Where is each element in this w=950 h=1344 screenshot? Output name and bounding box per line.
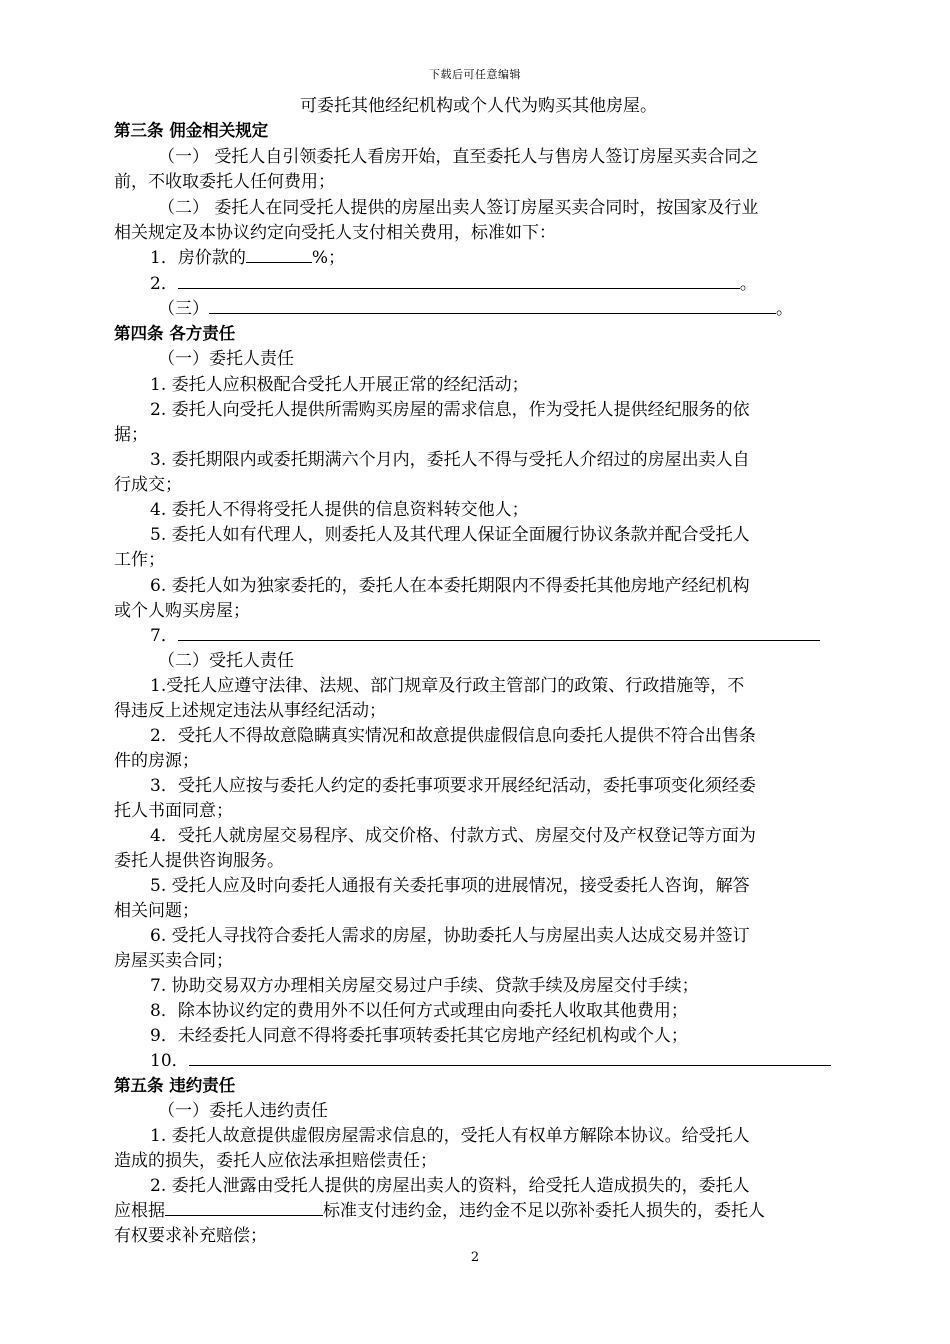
text-line: 3．受托人应按与委托人约定的委托事项要求开展经纪活动，委托事项变化须经委 bbox=[150, 776, 756, 796]
blank-field[interactable] bbox=[178, 624, 820, 641]
blank-field[interactable] bbox=[189, 1049, 831, 1066]
text-line-with-blank bbox=[114, 1199, 765, 1223]
blank-field[interactable] bbox=[165, 1199, 323, 1216]
text-line: 行成交； bbox=[114, 475, 182, 495]
page-number: 2 bbox=[470, 1250, 480, 1265]
duty-line-7 bbox=[150, 624, 820, 648]
item-number: 10． bbox=[150, 1051, 189, 1071]
line-end: 。 bbox=[739, 274, 757, 294]
text-line: 有权要求补充赔偿； bbox=[114, 1226, 267, 1246]
text-line: 1.受托人应遵守法律、法规、部门规章及行政主管部门的政策、行政措施等，不 bbox=[150, 676, 745, 696]
text-line: 4．受托人就房屋交易程序、成交价格、付款方式、房屋交付及产权登记等方面为 bbox=[150, 826, 756, 846]
line-start: 应根据 bbox=[114, 1201, 165, 1221]
subheading: （一）委托人违约责任 bbox=[158, 1101, 328, 1121]
section-heading-5: 第五条 违约责任 bbox=[114, 1076, 236, 1095]
duty-line-10 bbox=[150, 1049, 831, 1073]
text-line: 或个人购买房屋； bbox=[114, 601, 250, 621]
text-line: 得违反上述规定违法从事经纪活动； bbox=[114, 701, 386, 721]
text-line: 工作； bbox=[114, 550, 165, 570]
text-line: 托人书面同意； bbox=[114, 801, 233, 821]
text-line: 前，不收取委托人任何费用； bbox=[114, 172, 335, 192]
text-line: 2. 委托人泄露由受托人提供的房屋出卖人的资料，给受托人造成损失的，委托人 bbox=[150, 1176, 750, 1196]
section-heading-4: 第四条 各方责任 bbox=[114, 324, 236, 343]
text-line: 4. 委托人不得将受托人提供的信息资料转交他人； bbox=[150, 500, 529, 520]
text-line: 据； bbox=[114, 425, 148, 445]
text-line: 5. 委托人如有代理人，则委托人及其代理人保证全面履行协议条款并配合受托人 bbox=[150, 525, 750, 545]
line-end: 。 bbox=[776, 299, 793, 319]
item-number: （三） bbox=[158, 299, 209, 319]
fee-percent: %； bbox=[311, 248, 345, 268]
text-line: （一） 受托人自引领委托人看房开始，直至委托人与售房人签订房屋买卖合同之 bbox=[158, 147, 759, 167]
fee-line-2 bbox=[150, 272, 757, 296]
fee-line-3 bbox=[158, 297, 793, 321]
text-line: 8．除本协议约定的费用外不以任何方式或理由向委托人收取其他费用； bbox=[150, 1001, 688, 1021]
fee-line-1 bbox=[150, 246, 345, 270]
text-line: 3. 委托期限内或委托期满六个月内，委托人不得与受托人介绍过的房屋出卖人自 bbox=[150, 450, 750, 470]
text-line: 相关规定及本协议约定向受托人支付相关费用，标准如下： bbox=[114, 223, 556, 243]
item-number: 7． bbox=[150, 626, 178, 646]
text-line: （二） 委托人在同受托人提供的房屋出卖人签订房屋买卖合同时，按国家及行业 bbox=[158, 198, 759, 218]
item-number: 2． bbox=[150, 274, 178, 294]
text-line: 6. 受托人寻找符合委托人需求的房屋，协助委托人与房屋出卖人达成交易并签订 bbox=[150, 926, 750, 946]
subheading: （二）受托人责任 bbox=[158, 651, 294, 671]
text-line: 7. 协助交易双方办理相关房屋交易过户手续、贷款手续及房屋交付手续； bbox=[150, 976, 699, 996]
text-line: 2. 委托人向受托人提供所需购买房屋的需求信息，作为受托人提供经纪服务的依 bbox=[150, 400, 750, 420]
text-line: 5. 受托人应及时向委托人通报有关委托事项的进展情况，接受委托人咨询，解答 bbox=[150, 876, 750, 896]
subheading: （一）委托人责任 bbox=[158, 349, 294, 369]
blank-field[interactable] bbox=[209, 297, 776, 314]
blank-field[interactable] bbox=[178, 272, 740, 289]
text-line: 6. 委托人如为独家委托的，委托人在本委托期限内不得委托其他房地产经纪机构 bbox=[150, 576, 750, 596]
fee-label: 1．房价款的 bbox=[150, 248, 246, 268]
text-line: 1. 委托人应积极配合受托人开展正常的经纪活动； bbox=[150, 375, 529, 395]
text-line: 件的房源； bbox=[114, 751, 199, 771]
text-line: 委托人提供咨询服务。 bbox=[114, 851, 284, 871]
text-line: 1. 委托人故意提供虚假房屋需求信息的，受托人有权单方解除本协议。给受托人 bbox=[150, 1126, 750, 1146]
line-rest: 标准支付违约金，违约金不足以弥补委托人损失的，委托人 bbox=[323, 1201, 765, 1221]
text-line: 房屋买卖合同； bbox=[114, 951, 233, 971]
text-line: 可委托其他经纪机构或个人代为购买其他房屋。 bbox=[300, 96, 657, 116]
text-line: 2．受托人不得故意隐瞒真实情况和故意提供虚假信息向委托人提供不符合出售条 bbox=[150, 726, 756, 746]
text-line: 相关问题； bbox=[114, 901, 199, 921]
blank-field[interactable] bbox=[246, 246, 312, 263]
section-heading-3: 第三条 佣金相关规定 bbox=[114, 121, 269, 140]
page-header: 下载后可任意编辑 bbox=[429, 68, 521, 81]
text-line: 造成的损失，委托人应依法承担赔偿责任； bbox=[114, 1151, 437, 1171]
text-line: 9．未经委托人同意不得将委托事项转委托其它房地产经纪机构或个人； bbox=[150, 1026, 688, 1046]
